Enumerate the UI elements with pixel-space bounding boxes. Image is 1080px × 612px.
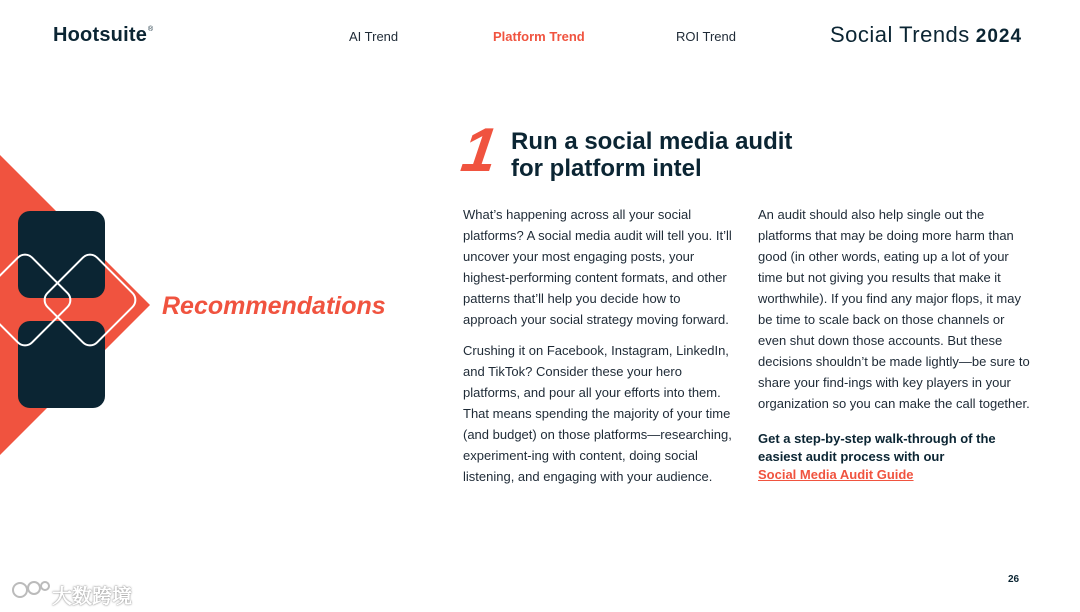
navy-tile-bottom bbox=[18, 321, 105, 408]
right-column bbox=[758, 204, 1030, 494]
paragraph: An audit should also help single out the platforms that may be doing more harm than good (in other words, eating up a lot of your time but not giving you results that make it worthwhile). If you find any major flops, it may be time to scale back on those channels or even shut down those accounts. But these decisions shouldn’t be made lightly—be sure to share your find-ings with key players in your organization so you can make the call together. bbox=[758, 207, 1030, 411]
header bbox=[0, 0, 1080, 70]
registered-mark: ® bbox=[148, 26, 154, 33]
cta-paragraph bbox=[758, 430, 1030, 484]
nav-roi-trend[interactable]: ROI Trend bbox=[676, 29, 736, 44]
paragraph: What’s happening across all your social platforms? A social media audit will tell you. It’ll uncover your most engaging posts, your highest-performing content formats, and other patterns that’ll help you decide how to approach your social strategy moving forward. bbox=[463, 207, 732, 327]
left-column bbox=[463, 204, 735, 497]
paragraph: Crushing it on Facebook, Instagram, LinkedIn, and TikTok? Consider these your hero platforms, and pour all your efforts into them. That means spending the majority of your time (and budget) on those platforms—researching, experiment-ing with content, doing social listening, and engaging with your audience. bbox=[463, 343, 732, 484]
brand-year: 2024 bbox=[975, 26, 1023, 47]
nav-ai-trend[interactable]: AI Trend bbox=[349, 29, 399, 44]
section-number: 1 bbox=[457, 116, 502, 185]
cta-text: Get a step-by-step walk-through of the easiest audit process with our bbox=[758, 431, 996, 464]
brand-title-text: Social Trends bbox=[830, 22, 970, 47]
logo-text: Hootsuite bbox=[53, 24, 148, 46]
section-heading: Run a social media audit for platform intel bbox=[511, 128, 793, 182]
watermark-text: 大数跨境 bbox=[52, 586, 132, 608]
audit-guide-link[interactable]: Social Media Audit Guide bbox=[758, 467, 914, 482]
red-arrow-shape bbox=[0, 155, 150, 455]
brand-title bbox=[830, 22, 1022, 48]
hootsuite-logo[interactable] bbox=[53, 24, 153, 47]
recommendations-title: Recommendations bbox=[162, 292, 386, 320]
page-number: 26 bbox=[1008, 574, 1020, 585]
decorative-arrow-graphic bbox=[0, 150, 170, 470]
nav-platform-trend[interactable]: Platform Trend bbox=[493, 29, 585, 44]
